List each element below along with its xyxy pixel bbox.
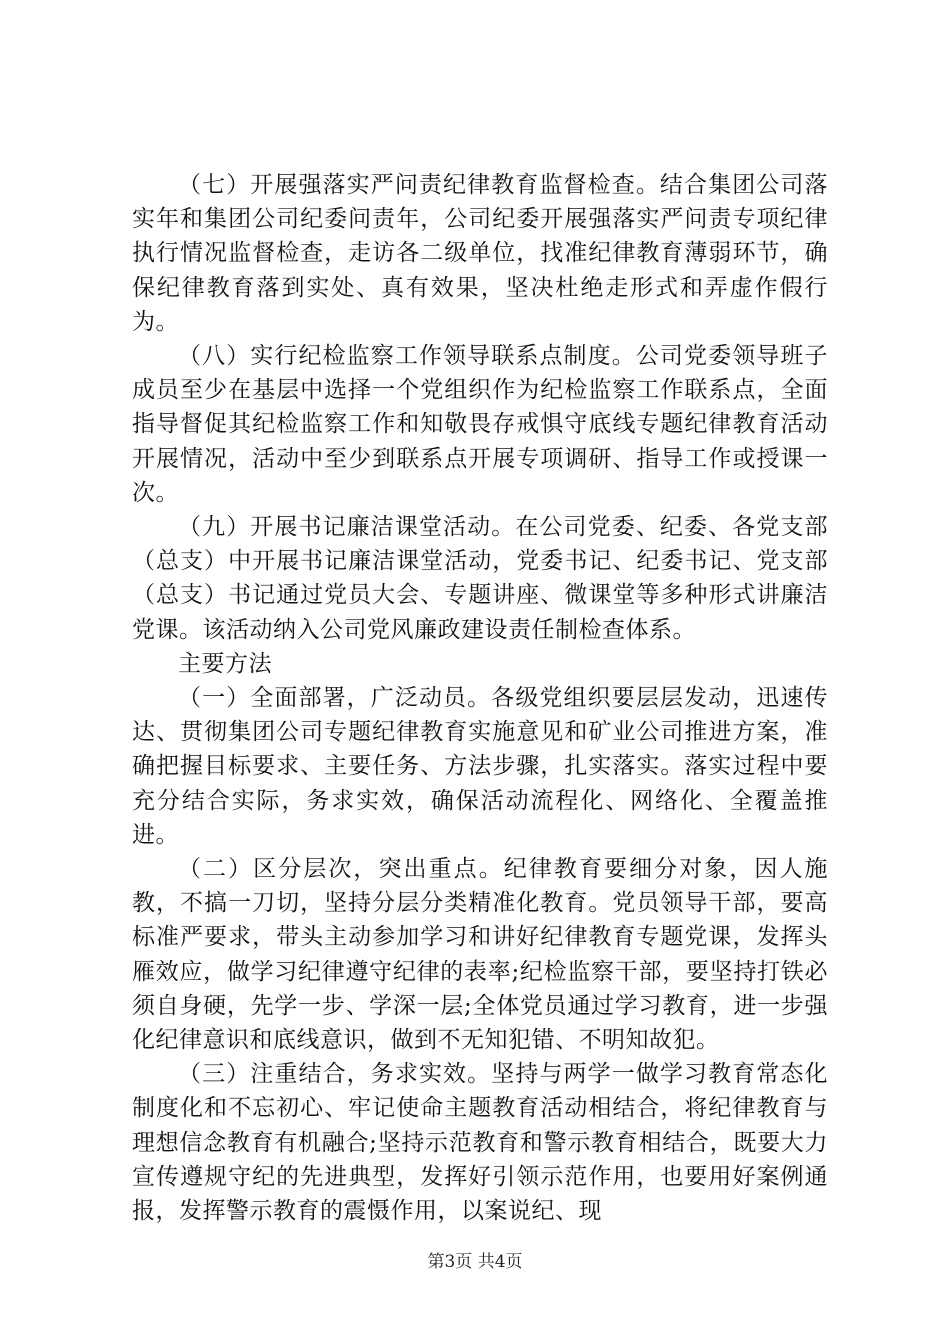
paragraph-item-8: （八）实行纪检监察工作领导联系点制度。公司党委领导班子成员至少在基层中选择一个党组织作为纪检监察工作联系点，全面指导督促其纪检监察工作和知敬畏存戒惧守底线专题纪律教育活动开展情况，活动中至少到联系点开展专项调研、指导工作或授课一次。 — [132, 343, 828, 506]
paragraph-item-9: （九）开展书记廉洁课堂活动。在公司党委、纪委、各党支部（总支）中开展书记廉洁课堂活动，党委书记、纪委书记、党支部（总支）书记通过党员大会、专题讲座、微课堂等多种形式讲廉洁党课。该活动纳入公司党风廉政建设责任制检查体系。 — [132, 514, 828, 643]
section-heading-main-methods: 主要方法 — [178, 650, 272, 677]
method-item-2: （二）区分层次，突出重点。纪律教育要细分对象，因人施教，不搞一刀切，坚持分层分类精准化教育。党员领导干部，要高标准严要求，带头主动参加学习和讲好纪律教育专题党课，发挥头雁效应，做学习纪律遵守纪律的表率;纪检监察干部，要坚持打铁必须自身硬，先学一步、学深一层;全体党员通过学习教育，进一步强化纪律意识和底线意识，做到不无知犯错、不明知故犯。 — [132, 856, 828, 1054]
page-number-label: 第3页 共4页 — [427, 1252, 523, 1272]
paragraph-item-7: （七）开展强落实严问责纪律教育监督检查。结合集团公司落实年和集团公司纪委问责年，公司纪委开展强落实严问责专项纪律执行情况监督检查，走访各二级单位，找准纪律教育薄弱环节，确保纪律教育落到实处、真有效果，坚决杜绝走形式和弄虚作假行为。 — [132, 172, 828, 335]
document-body — [132, 168, 828, 1228]
page-footer — [0, 1250, 950, 1274]
method-item-1: （一）全面部署，广泛动员。各级党组织要层层发动，迅速传达、贯彻集团公司专题纪律教育实施意见和矿业公司推进方案，准确把握目标要求、主要任务、方法步骤，扎实落实。落实过程中要充分结合实际，务求实效，确保活动流程化、网络化、全覆盖推进。 — [132, 685, 828, 848]
method-item-3: （三）注重结合，务求实效。坚持与两学一做学习教育常态化制度化和不忘初心、牢记使命主题教育活动相结合，将纪律教育与理想信念教育有机融合;坚持示范教育和警示教育相结合，既要大力宣传遵规守纪的先进典型，发挥好引领示范作用，也要用好案例通报，发挥警示教育的震慑作用，以案说纪、现 — [132, 1061, 828, 1225]
